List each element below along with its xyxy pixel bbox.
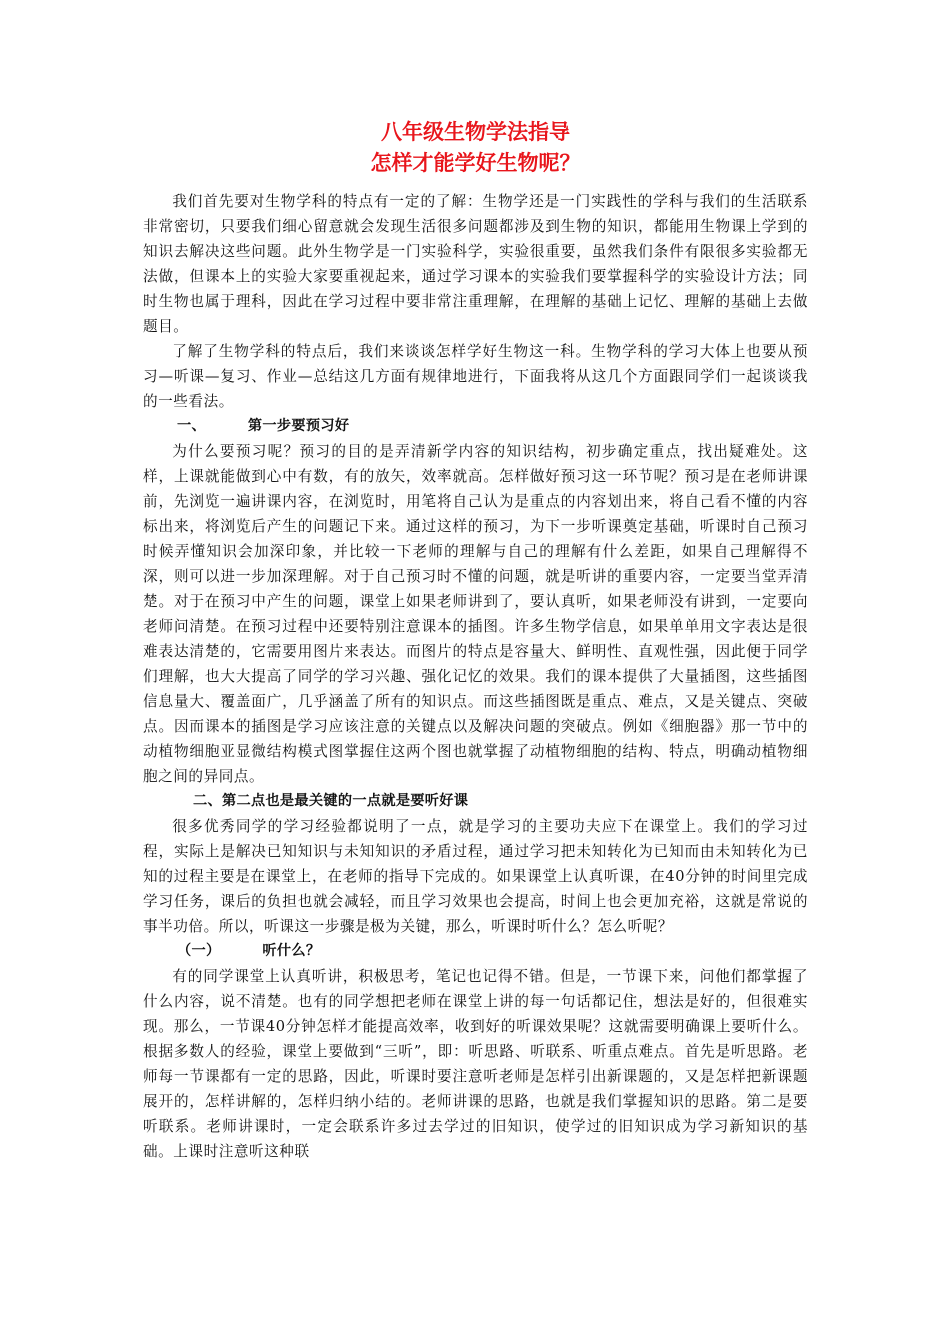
document-page	[143, 118, 808, 1164]
intro-paragraph-2: 了解了生物学科的特点后，我们来谈谈怎样学好生物这一科。生物学科的学习大体上也要从预习—听课—复习、作业—总结这几方面有规律地进行，下面我将从这几个方面跟同学们一起谈谈我的一些看法。	[143, 343, 808, 410]
section-2-heading: 二、第二点也是最关键的一点就是要听好课	[193, 793, 469, 809]
intro-paragraph-1: 我们首先要对生物学科的特点有一定的了解：生物学还是一门实践性的学科与我们的生活联系非常密切，只要我们细心留意就会发现生活很多问题都涉及到生物的知识，都能用生物课上学到的知识去解决这些问题。此外生物学是一门实验科学，实验很重要，虽然我们条件有限很多实验都无法做，但课本上的实验大家要重视起来，通过学习课本的实验我们要掌握科学的实验设计方法；同时生物也属于理科，因此在学习过程中要非常注重理解，在理解的基础上记忆、理解的基础上去做题目。	[143, 193, 808, 335]
section-2-paragraph: 很多优秀同学的学习经验都说明了一点，就是学习的主要功夫应下在课堂上。我们的学习过程，实际上是解决已知知识与未知知识的矛盾过程，通过学习把未知转化为已知而由未知转化为已知的过程主要是在课堂上，在老师的指导下完成的。如果课堂上认真听课，在40分钟的时间里完成学习任务，课后的负担也就会减轻，而且学习效果也会提高，时间上也会更加充裕，这就是常说的事半功倍。所以，听课这一步骤是极为关键，那么，听课时听什么？怎么听呢？	[143, 818, 808, 935]
document-title: 八年级生物学法指导	[381, 120, 570, 144]
section-1-paragraph: 为什么要预习呢？预习的目的是弄清新学内容的知识结构，初步确定重点，找出疑难处。这样，上课就能做到心中有数，有的放矢，效率就高。怎样做好预习这一环节呢？预习是在老师讲课前，先浏览一遍讲课内容，在浏览时，用笔将自己认为是重点的内容划出来，将自己看不懂的内容标出来，将浏览后产生的问题记下来。通过这样的预习，为下一步听课奠定基础，听课时自己预习时候弄懂知识会加深印象，并比较一下老师的理解与自己的理解有什么差距，如果自己理解得不深，则可以进一步加深理解。对于自己预习时不懂的问题，就是听讲的重要内容，一定要当堂弄清楚。对于在预习中产生的问题，课堂上如果老师讲到了，要认真听，如果老师没有讲到，一定要向老师问清楚。在预习过程中还要特别注意课本的插图。许多生物学信息，如果单单用文字表达是很难表达清楚的，它需要用图片来表达。而图片的特点是容量大、鲜明性、直观性强，因此便于同学们理解，也大大提高了同学的学习兴趣、强化记忆的效果。我们的课本提供了大量插图，这些插图信息量大、覆盖面广，几乎涵盖了所有的知识点。而这些插图既是重点、难点，又是关键点、突破点。因而课本的插图是学习应该注意的关键点以及解决问题的突破点。例如《细胞器》那一节中的动植物细胞亚显微结构模式图掌握住这两个图也就掌握了动植物细胞的结构、特点，明确动植物细胞之间的异同点。	[143, 443, 808, 785]
document-subtitle: 怎样才能学好生物呢？	[370, 151, 581, 175]
subsection-1-heading: （一） 听什么？	[177, 943, 321, 959]
subsection-1-paragraph: 有的同学课堂上认真听讲，积极思考，笔记也记得不错。但是，一节课下来，问他们都掌握了什么内容，说不清楚。也有的同学想把老师在课堂上讲的每一句话都记住，想法是好的，但很难实现。那么，一节课40分钟怎样才能提高效率，收到好的听课效果呢？这就需要明确课上要听什么。根据多数人的经验，课堂上要做到“三听”，即：听思路、听联系、听重点难点。首先是听思路。老师每一节课都有一定的思路，因此，听课时要注意听老师是怎样引出新课题的，又是怎样把新课题展开的，怎样讲解的，怎样归纳小结的。老师讲课的思路，也就是我们掌握知识的思路。第二是要听联系。老师讲课时，一定会联系许多过去学过的旧知识，使学过的旧知识成为学习新知识的基础。上课时注意听这种联	[143, 968, 808, 1160]
section-1-heading: 一、 第一步要预习好	[177, 418, 350, 434]
